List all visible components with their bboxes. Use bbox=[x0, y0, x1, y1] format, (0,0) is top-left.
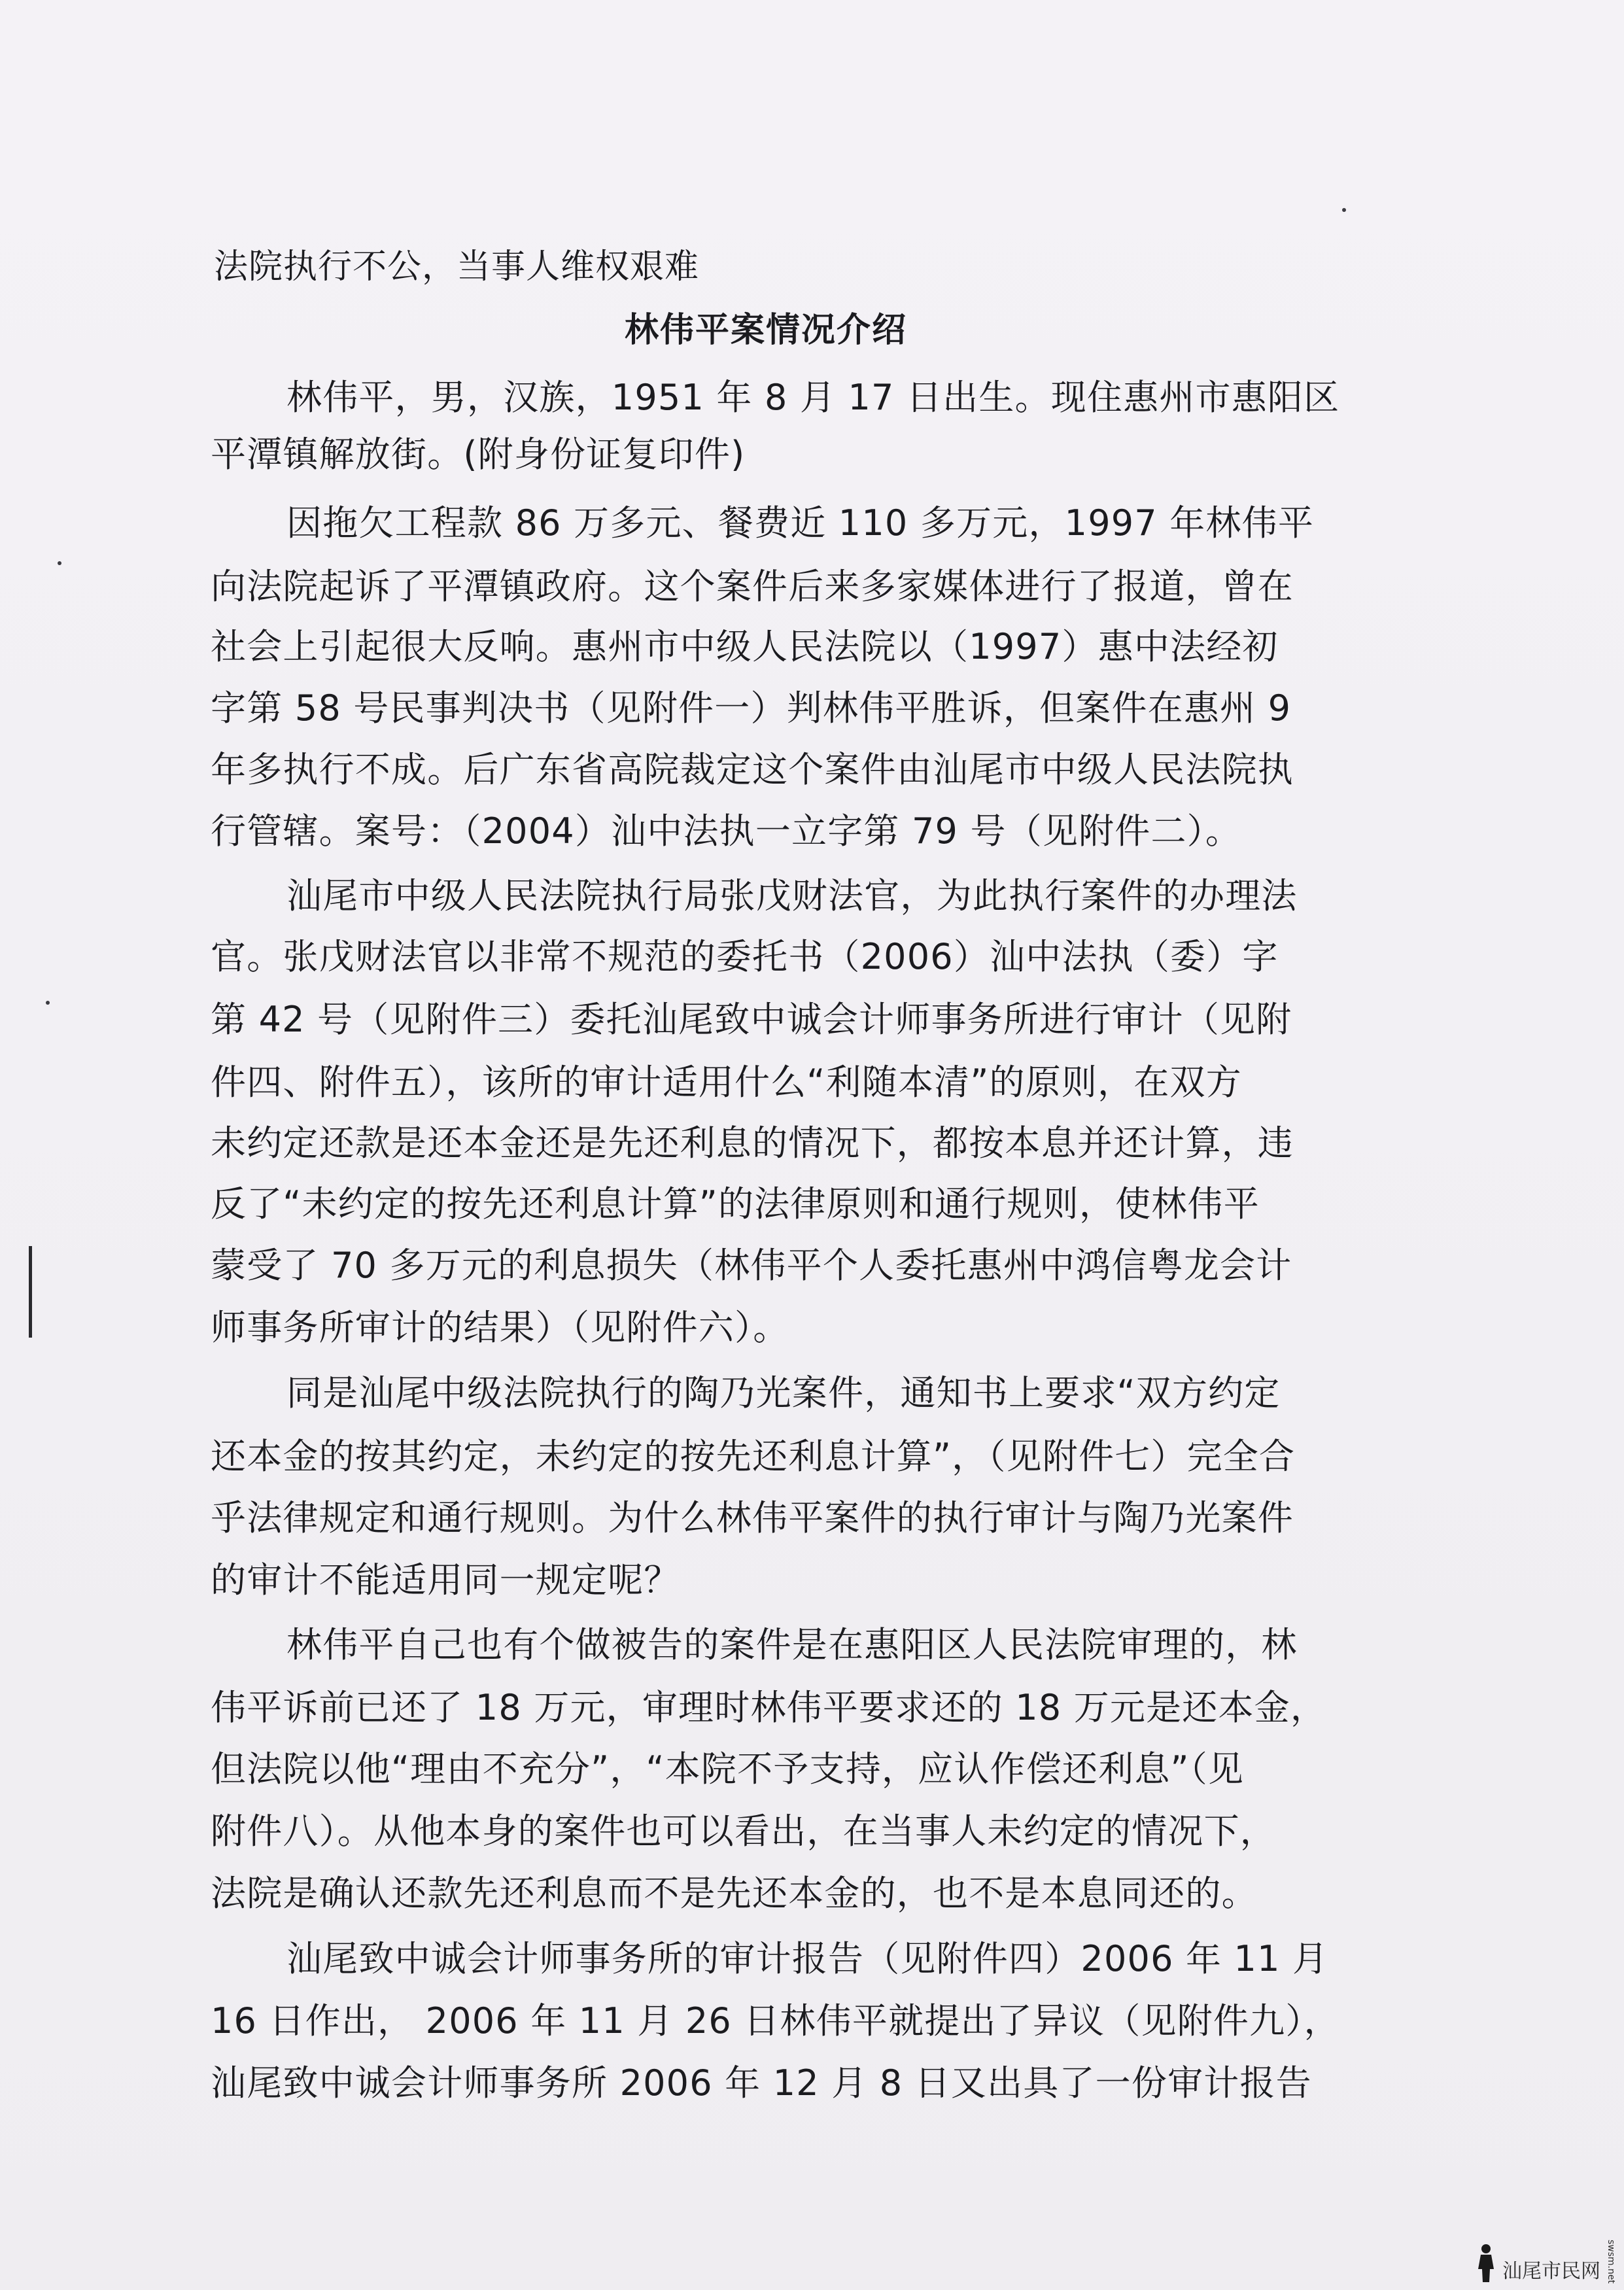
body-line: 行管辖。案号：（2004）汕中法执一立字第 79 号（见附件二）。 bbox=[211, 810, 1242, 852]
binding-mark bbox=[29, 1246, 32, 1338]
body-line: 伟平诉前已还了 18 万元，审理时林伟平要求还的 18 万元是还本金， bbox=[211, 1687, 1327, 1728]
body-line: 未约定还款是还本金还是先还利息的情况下，都按本息并还计算，违 bbox=[211, 1122, 1294, 1164]
body-line: 附件八）。从他本身的案件也可以看出，在当事人未约定的情况下， bbox=[211, 1811, 1276, 1852]
scan-speck bbox=[46, 1001, 50, 1005]
body-line: 反了“未约定的按先还利息计算”的法律原则和通行规则，使林伟平 bbox=[211, 1183, 1260, 1224]
body-line: 汕尾市中级人民法院执行局张戊财法官，为此执行案件的办理法 bbox=[286, 875, 1298, 916]
body-line: 字第 58 号民事判决书（见附件一）判林伟平胜诉，但案件在惠州 9 bbox=[211, 687, 1292, 729]
body-line: 官。张戊财法官以非常不规范的委托书（2006）汕中法执（委）字 bbox=[211, 936, 1279, 977]
body-line: 平潭镇解放街。(附身份证复印件) bbox=[211, 434, 746, 475]
body-line: 因拖欠工程款 86 万多元、餐费近 110 多万元，1997 年林伟平 bbox=[286, 502, 1315, 544]
body-line: 社会上引起很大反响。惠州市中级人民法院以（1997）惠中法经初 bbox=[211, 626, 1279, 667]
body-line: 第 42 号（见附件三）委托汕尾致中诚会计师事务所进行审计（见附 bbox=[211, 999, 1292, 1040]
document-title: 林伟平案情况介绍 bbox=[625, 311, 908, 350]
body-line: 的审计不能适用同一规定呢？ bbox=[211, 1559, 680, 1601]
site-watermark bbox=[1475, 2240, 1616, 2283]
scan-speck bbox=[58, 561, 61, 565]
body-line: 乎法律规定和通行规则。为什么林伟平案件的执行审计与陶乃光案件 bbox=[211, 1497, 1294, 1538]
figure-logo-icon bbox=[1475, 2243, 1497, 2283]
body-line: 汕尾致中诚会计师事务所 2006 年 12 月 8 日又出具了一份审计报告 bbox=[211, 2062, 1312, 2104]
watermark-domain: swsm.net bbox=[1606, 2239, 1616, 2283]
body-line: 师事务所审计的结果）（见附件六）。 bbox=[211, 1307, 789, 1348]
body-line: 汕尾致中诚会计师事务所的审计报告（见附件四）2006 年 11 月 bbox=[286, 1938, 1329, 1979]
body-line: 同是汕尾中级法院执行的陶乃光案件，通知书上要求“双方约定 bbox=[286, 1372, 1281, 1414]
body-line: 还本金的按其约定，未约定的按先还利息计算”，（见附件七）完全合 bbox=[211, 1436, 1296, 1477]
body-line: 向法院起诉了平潭镇政府。这个案件后来多家媒体进行了报道，曾在 bbox=[211, 566, 1294, 607]
body-line: 林伟平自己也有个做被告的案件是在惠阳区人民法院审理的，林 bbox=[286, 1624, 1298, 1665]
body-line: 16 日作出， 2006 年 11 月 26 日林伟平就提出了异议（见附件九）， bbox=[211, 2000, 1340, 2041]
body-line: 蒙受了 70 多万元的利息损失（林伟平个人委托惠州中鸿信粤龙会计 bbox=[211, 1245, 1292, 1286]
body-line: 但法院以他“理由不充分”，“本院不予支持，应认作偿还利息”（见 bbox=[211, 1748, 1245, 1790]
watermark-site-name: 汕尾市民网 bbox=[1502, 2260, 1600, 2283]
body-line: 件四、附件五），该所的审计适用什么“利随本清”的原则，在双方 bbox=[211, 1062, 1242, 1103]
document-heading: 法院执行不公，当事人维权艰难 bbox=[214, 247, 700, 286]
body-line: 法院是确认还款先还利息而不是先还本金的，也不是本息同还的。 bbox=[211, 1873, 1258, 1914]
body-line: 年多执行不成。后广东省高院裁定这个案件由汕尾市中级人民法院执 bbox=[211, 749, 1294, 790]
body-line: 林伟平，男，汉族，1951 年 8 月 17 日出生。现住惠州市惠阳区 bbox=[286, 377, 1340, 418]
scan-speck bbox=[1342, 208, 1346, 212]
